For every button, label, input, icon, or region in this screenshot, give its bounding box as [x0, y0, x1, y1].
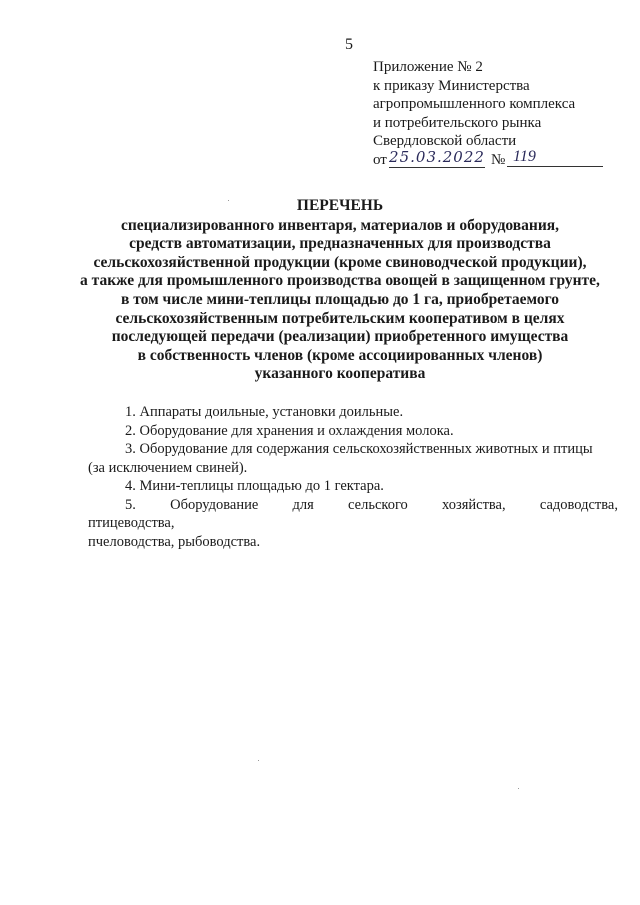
- list-item-continuation: пчеловодства, рыбоводства.: [88, 533, 261, 550]
- title-heading: ПЕРЕЧЕНЬ: [296, 197, 384, 214]
- date-prefix: от: [373, 151, 387, 168]
- list-item-continuation: (за исключением свиней).: [88, 459, 248, 476]
- title-line: сельскохозяйственной продукции (кроме свиноводческой продукции),: [93, 253, 587, 271]
- item-list: [88, 403, 618, 551]
- appendix-line: Приложение № 2: [373, 59, 483, 75]
- scan-speck: [258, 760, 259, 761]
- appendix-line: и потребительского рынка: [373, 114, 542, 131]
- title-line: а также для промышленного производства овощей в защищенном грунте,: [80, 272, 600, 290]
- appendix-header: [373, 58, 633, 171]
- title-line: указанного кооператива: [254, 365, 426, 383]
- scan-speck: [228, 200, 229, 201]
- order-date-number-line: [373, 147, 633, 171]
- list-item: 2. Оборудование для хранения и охлаждения молока.: [125, 422, 454, 439]
- appendix-line: к приказу Министерства: [373, 77, 530, 94]
- order-date-handwritten: 25.03.2022: [389, 147, 485, 166]
- list-item-text: 5. Оборудование для сельского хозяйства, садоводства, птицеводства,: [88, 496, 618, 531]
- list-item: 4. Мини-теплицы площадью до 1 гектара.: [125, 478, 384, 494]
- number-prefix: №: [491, 151, 506, 168]
- title-line: сельскохозяйственным потребительским кооперативом в целях: [115, 309, 565, 327]
- order-number-handwritten: 119: [507, 148, 603, 167]
- list-item: [88, 440, 618, 477]
- page-number: 5: [345, 36, 353, 53]
- appendix-line: Свердловской области: [373, 133, 517, 149]
- appendix-line: агропромышленного комплекса: [373, 96, 576, 112]
- title-line: последующей передачи (реализации) приобретенного имущества: [111, 328, 569, 346]
- title-line: в собственность членов (кроме ассоциированных членов): [137, 346, 543, 364]
- list-item-text: 3. Оборудование для содержания сельскохозяйственных животных и птицы: [125, 441, 593, 457]
- title-line: средств автоматизации, предназначенных для производства: [129, 235, 551, 253]
- title-line: специализированного инвентаря, материалов и оборудования,: [120, 216, 560, 234]
- list-item: [88, 496, 618, 552]
- document-title: [40, 197, 640, 384]
- list-item: 1. Аппараты доильные, установки доильные.: [125, 404, 404, 420]
- scan-speck: [518, 788, 519, 789]
- title-line: в том числе мини-теплицы площадью до 1 га, приобретаемого: [120, 290, 560, 308]
